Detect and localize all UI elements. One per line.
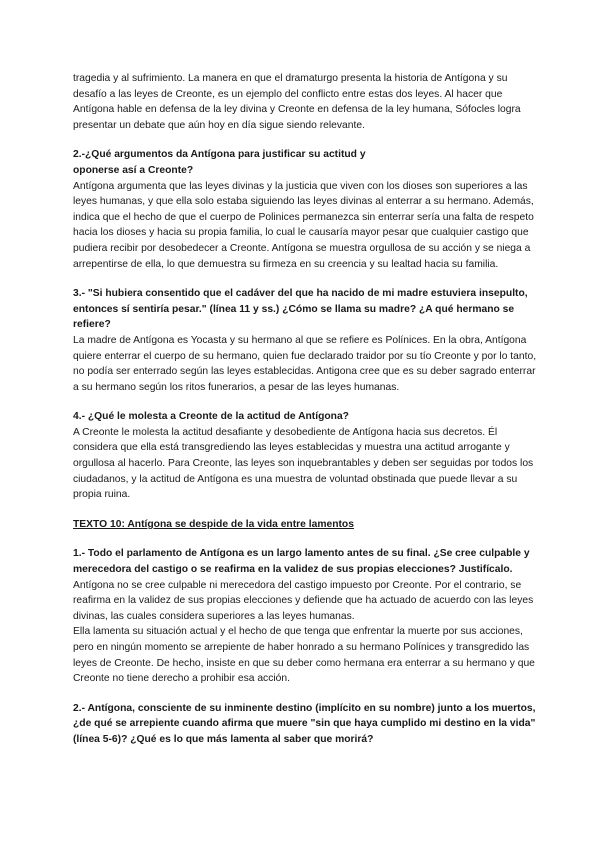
texto-10-question-1 bbox=[73, 546, 540, 686]
texto-10-question-1-answer-part-1: Antígona no se cree culpable ni merecedora del castigo impuesto por Creonte. Por el contrario, se reafirma en la validez de sus propias elecciones y defiende que ha actuado de acuerdo con las leyes divinas, las cuales considera superiores a las leyes humanas. bbox=[73, 579, 534, 622]
intro-paragraph: tragedia y al sufrimiento. La manera en que el dramaturgo presenta la historia de Antígona y su desafío a las leyes de Creonte, es un ejemplo del conflicto entre estas dos leyes. Al hacer que Antígona hable en defensa de la ley divina y Creonte en defensa de la ley humana, Sófocles logra presentar un debate que aún hoy en día sigue siendo relevante. bbox=[73, 73, 521, 131]
question-2 bbox=[73, 147, 540, 272]
question-4 bbox=[73, 409, 540, 503]
question-3-answer: La madre de Antígona es Yocasta y su hermano al que se refiere es Polínices. En la obra, Antígona quiere enterrar el cuerpo de su hermano, quien fue declarado traidor por su tío Creonte y por lo tanto, no podía ser enterrado según las leyes establecidas. Antigona cree que es su deber sagrado enterrar a su hermano según los ritos funerarios, a pesar de las leyes humanas. bbox=[73, 334, 537, 393]
question-3 bbox=[73, 286, 540, 395]
question-3-heading: 3.- "Si hubiera consentido que el cadáver del que ha nacido de mi madre estuviera insepulto, entonces sí sentiría pesar." (línea 11 y ss.) ¿Cómo se llama su madre? ¿A qué hermano se refiere? bbox=[73, 288, 528, 331]
question-4-answer: A Creonte le molesta la actitud desafiante y desobediente de Antígona hacia sus decretos. Él considera que ella está transgrediendo las leyes establecidas y muestra una actitud arrogante y orgullosa al hacerlo. Para Creonte, las leyes son inquebrantables y deben ser seguidas por todos los ciudadanos, y la actitud de Antígona es una muestra de voluntad obstinada que puede llevar a su propia ruina. bbox=[73, 426, 534, 501]
texto-10-question-1-heading: 1.- Todo el parlamento de Antígona es un largo lamento antes de su final. ¿Se cree culpable y merecedora del castigo o se reafirma en la validez de sus propias elecciones? Justifícalo. bbox=[73, 548, 530, 576]
texto-10-question-1-answer-part-2: Ella lamenta su situación actual y el hecho de que tenga que enfrentar la muerte por sus acciones, pero en ningún momento se arrepiente de haber honrado a su hermano Polínices y transgredido las leyes de Creonte. De hecho, insiste en que su deber como hermana era enterrar a su hermano y que Creonte no tiene derecho a prohibir esa acción. bbox=[73, 626, 535, 685]
question-2-answer: Antígona argumenta que las leyes divinas y la justicia que viven con los dioses son superiores a las leyes humanas, y que ella solo estaba siguiendo las leyes divinas al enterrar a su hermano. Además, indica que el hecho de que el cuerpo de Polinices permanezca sin enterrar sería una falta de respeto hacia los dioses y hacia su propia familia, lo cual le causaría mayor pesar que cualquier castigo que pudiera recibir por desobedecer a Creonte. Antígona se muestra orgullosa de su acción y se niega a arrepentirse de ella, lo que demuestra su firmeza en su creencia y su lealtad hacia su familia. bbox=[73, 180, 534, 270]
texto-10-title: TEXTO 10: Antígona se despide de la vida entre lamentos bbox=[73, 518, 354, 530]
question-4-heading: 4.- ¿Qué le molesta a Creonte de la actitud de Antígona? bbox=[73, 411, 349, 423]
texto-10-question-2 bbox=[73, 701, 540, 748]
texto-10-question-2-heading: 2.- Antígona, consciente de su inminente destino (implícito en su nombre) junto a los muertos, ¿de qué se arrepiente cuando afirma que muere "sin que haya cumplido mi destino en la vida" (línea 5-6)? ¿Qué es lo que más lamenta al saber que morirá? bbox=[73, 702, 536, 745]
question-2-heading: 2.-¿Qué argumentos da Antígona para justificar su actitud y oponerse así a Creonte? bbox=[73, 149, 366, 176]
